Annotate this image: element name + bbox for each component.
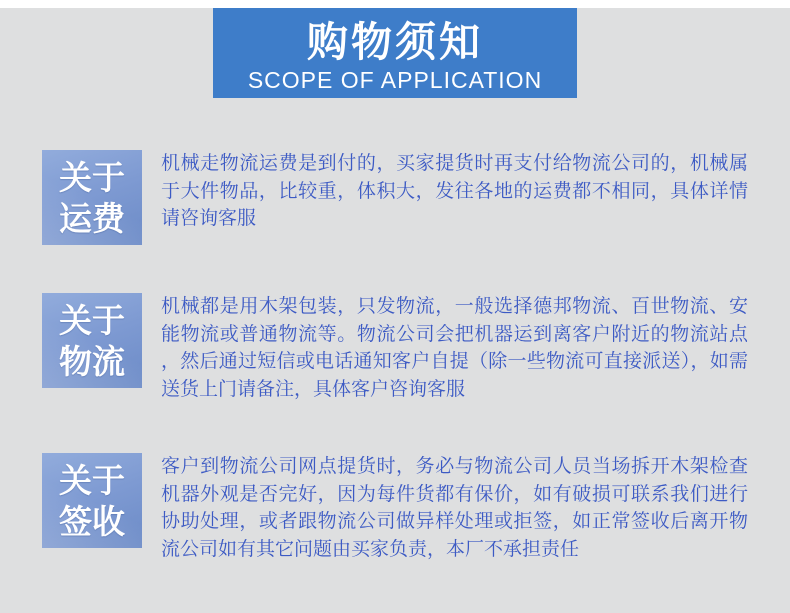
section-shipping-fee bbox=[42, 150, 748, 245]
section-label-sign-receipt bbox=[42, 453, 142, 548]
section-body-sign-receipt: 客户到物流公司网点提货时，务必与物流公司人员当场拆开木架检查机器外观是否完好，因为每件货都有保价，如有破损可联系我们进行协助处理，或者跟物流公司做异样处理或拒签，如正常签收后离开物流公司如有其它问题由买家负责，本厂不承担责任 bbox=[161, 456, 748, 560]
section-label-line2: 运费 bbox=[59, 199, 125, 237]
notice-header-banner bbox=[213, 8, 577, 98]
section-logistics bbox=[42, 293, 748, 403]
section-label-line1: 关于 bbox=[59, 158, 125, 196]
section-sign-receipt bbox=[42, 453, 748, 563]
section-body-shipping-fee: 机械走物流运费是到付的，买家提货时再支付给物流公司的，机械属于大件物品，比较重，体积大，发往各地的运费都不相同，具体详情请咨询客服 bbox=[161, 153, 748, 229]
section-body-logistics: 机械都是用木架包装，只发物流，一般选择德邦物流、百世物流、安能物流或普通物流等。物流公司会把机器运到离客户附近的物流站点，然后通过短信或电话通知客户自提（除一些物流可直接派送），如需送货上门请备注，具体客户咨询客服 bbox=[161, 296, 748, 400]
page-subtitle: SCOPE OF APPLICATION bbox=[247, 67, 543, 93]
section-label-line1: 关于 bbox=[59, 301, 125, 339]
section-label-logistics bbox=[42, 293, 142, 388]
section-label-line2: 签收 bbox=[59, 502, 125, 540]
page-title: 购物须知 bbox=[307, 19, 483, 65]
section-label-line1: 关于 bbox=[59, 461, 125, 499]
section-label-line2: 物流 bbox=[59, 342, 125, 380]
top-white-strip bbox=[0, 0, 790, 8]
section-label-shipping-fee bbox=[42, 150, 142, 245]
